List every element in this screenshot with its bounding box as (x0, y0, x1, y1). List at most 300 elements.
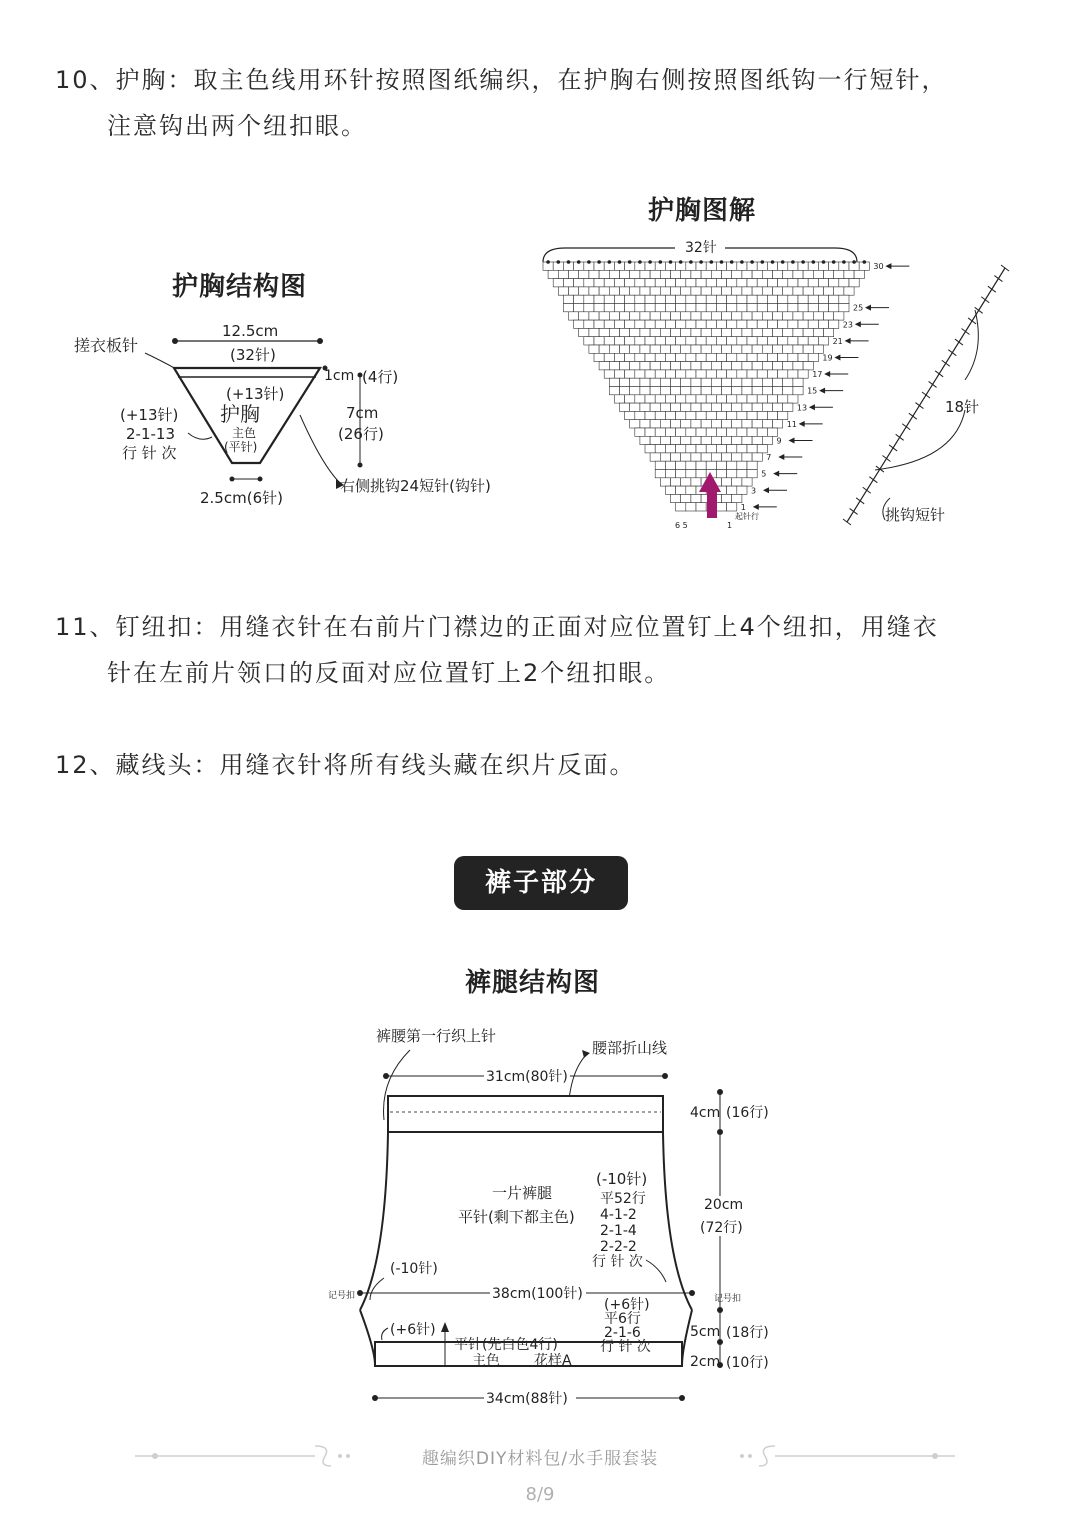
grid-cell (813, 312, 823, 320)
step-11-line-1: 11、钉纽扣：用缝衣针在右前片门襟边的正面对应位置钉上4个纽扣，用缝衣 (55, 613, 939, 641)
grid-cell (696, 503, 706, 511)
grid-cell (640, 378, 650, 386)
grid-cell (798, 304, 808, 312)
grid-cell (706, 395, 716, 403)
grid-cell (757, 295, 767, 303)
grid-cell (727, 304, 737, 312)
grid-cell (650, 312, 660, 320)
step-11-line-2: 针在左前片领口的反面对应位置钉上2个纽扣眼。 (107, 659, 671, 687)
bind-off-dot (679, 260, 683, 264)
grid-cell (645, 353, 655, 361)
grid-cell (742, 478, 752, 486)
grid-cell (635, 411, 645, 419)
grid-cell (620, 328, 630, 336)
grid-cell (645, 445, 655, 453)
crochet-stitch-mark (988, 286, 996, 292)
bib-structure-title: 护胸结构图 (172, 272, 308, 302)
grid-cell (716, 461, 726, 469)
grid-cell (762, 270, 772, 278)
grid-cell (711, 387, 721, 395)
start-row-label: 起针行 (735, 512, 759, 521)
bib-side-inc: (+13针) (120, 406, 179, 424)
grid-cell (803, 362, 813, 370)
bind-off-dot (597, 260, 601, 264)
grid-cell (660, 403, 670, 411)
grid-cell (737, 411, 747, 419)
grid-cell (701, 362, 711, 370)
footer-text: 趣编织DIY材料包/水手服套装 (421, 1449, 659, 1469)
grid-cell (676, 470, 686, 478)
grid-cell (762, 420, 772, 428)
grid-cell (660, 378, 670, 386)
crochet-stitch-mark (942, 360, 950, 366)
marker-left: 记号扣 (328, 1291, 356, 1301)
grid-cell (614, 370, 624, 378)
grid-cell (716, 295, 726, 303)
cuff-h: 5cm (690, 1324, 721, 1340)
grid-cell (671, 478, 681, 486)
grid-cell (742, 362, 752, 370)
grid-cell (665, 470, 675, 478)
grid-cell (630, 328, 640, 336)
grid-cell (773, 420, 783, 428)
grid-cell (691, 345, 701, 353)
bind-off-dot (618, 260, 622, 264)
grid-cell (706, 320, 716, 328)
grid-cell (757, 428, 767, 436)
row-label: 1 (740, 502, 746, 512)
grid-cell (671, 453, 681, 461)
grid-cell (681, 362, 691, 370)
grid-cell (793, 378, 803, 386)
dec-r2: 4-1-2 (600, 1207, 637, 1223)
crochet-stitch-mark (994, 276, 1002, 282)
step-11 (55, 604, 939, 696)
bind-off-dot (842, 260, 846, 264)
grid-cell (767, 279, 777, 287)
grid-cell (604, 337, 614, 345)
grid-cell (722, 478, 732, 486)
grid-cell (609, 312, 619, 320)
grid-cell (773, 345, 783, 353)
grid-cell (676, 411, 686, 419)
row-arrow-head (809, 404, 815, 410)
grid-cell (691, 312, 701, 320)
step-10-line-1: 10、护胸：取主色线用环针按照图纸编织，在护胸右侧按照图纸钩一行短针， (55, 66, 948, 94)
grid-cell (747, 395, 757, 403)
grid-cell (716, 470, 726, 478)
waist-rows: (16行) (726, 1105, 769, 1121)
row-label: 21 (832, 336, 843, 346)
grid-cell (783, 387, 793, 395)
cast-on-label: 搓衣板针 (74, 336, 139, 355)
grid-cell (599, 362, 609, 370)
grid-cell (660, 453, 670, 461)
grid-cell (640, 312, 650, 320)
grid-cell (834, 312, 844, 320)
grid-cell (574, 304, 584, 312)
grid-cell (665, 295, 675, 303)
bib-chart-title: 护胸图解 (648, 196, 757, 226)
inc-r1: 平6行 (604, 1311, 641, 1327)
grid-cell (655, 353, 665, 361)
grid-cell (671, 287, 681, 295)
grid-cell (655, 445, 665, 453)
grid-cell (640, 345, 650, 353)
grid-cell (752, 403, 762, 411)
grid-cell (614, 295, 624, 303)
grid-cell (584, 279, 594, 287)
row-arrow-head (789, 437, 795, 443)
grid-cell (824, 312, 834, 320)
grid-cell (645, 411, 655, 419)
grid-cell (788, 337, 798, 345)
grid-cell (788, 279, 798, 287)
grid-cell (604, 320, 614, 328)
grid-cell (696, 445, 706, 453)
grid-cell (655, 295, 665, 303)
grid-cell (691, 453, 701, 461)
grid-cell (625, 279, 635, 287)
grid-cell (655, 279, 665, 287)
left-inc-label: (+6针) (390, 1322, 436, 1338)
grid-cell (681, 287, 691, 295)
grid-cell (696, 337, 706, 345)
grid-cell (625, 411, 635, 419)
grid-cell (650, 403, 660, 411)
grid-cell (844, 287, 854, 295)
grid-cell (737, 395, 747, 403)
grid-cell (696, 304, 706, 312)
grid-cell (742, 270, 752, 278)
grid-cell (742, 403, 752, 411)
grid-cell (829, 279, 839, 287)
row-arrow-head (824, 371, 830, 377)
grid-cell (793, 387, 803, 395)
grid-cell (854, 270, 864, 278)
grid-cell (808, 337, 818, 345)
grid-cell (727, 503, 737, 511)
grid-cell (737, 279, 747, 287)
grid-cell (803, 270, 813, 278)
grid-cell (569, 270, 579, 278)
crochet-stitch-mark (922, 392, 930, 398)
grid-cell (742, 420, 752, 428)
grid-cell (635, 428, 645, 436)
bib-side-rule: 2-1-13 (126, 425, 175, 443)
grid-cell (788, 295, 798, 303)
grid-cell (732, 478, 742, 486)
grid-cell (829, 295, 839, 303)
grid-cell (716, 337, 726, 345)
grid-cell (752, 362, 762, 370)
grid-cell (681, 403, 691, 411)
grid-cell (711, 436, 721, 444)
grid-cell (737, 470, 747, 478)
grid-cell (614, 337, 624, 345)
grid-cell (691, 403, 701, 411)
grid-cell (676, 445, 686, 453)
grid-cell (599, 312, 609, 320)
grid-cell (563, 304, 573, 312)
grid-cell (722, 436, 732, 444)
grid-cell (650, 287, 660, 295)
grid-cell (701, 420, 711, 428)
step-12-line-1: 12、藏线头：用缝衣针将所有线头藏在织片反面。 (55, 751, 636, 779)
bib-side-header: 行 针 次 (122, 444, 177, 462)
grid-cell (614, 395, 624, 403)
grid-cell (778, 395, 788, 403)
grid-cell (706, 370, 716, 378)
grid-cell (727, 295, 737, 303)
grid-cell (630, 387, 640, 395)
grid-cell (589, 287, 599, 295)
grid-cell (625, 370, 635, 378)
grid-cell (839, 304, 849, 312)
bind-off-dot (669, 260, 673, 264)
grid-cell (655, 337, 665, 345)
grid-cell (727, 279, 737, 287)
grid-cell (665, 445, 675, 453)
grid-cell (747, 411, 757, 419)
grid-cell (594, 337, 604, 345)
bind-off-dot (812, 260, 816, 264)
grid-cell (716, 353, 726, 361)
grid-cell (793, 287, 803, 295)
bind-off-dot (791, 260, 795, 264)
bind-off-dot (699, 260, 703, 264)
grid-cell (686, 428, 696, 436)
grid-cell (824, 328, 834, 336)
row-label: 25 (853, 303, 864, 313)
row-label: 7 (766, 453, 772, 463)
grid-cell (788, 370, 798, 378)
grid-cell (808, 279, 818, 287)
grid-cell (676, 486, 686, 494)
grid-cell (686, 337, 696, 345)
grid-cell (691, 328, 701, 336)
grid-cell (635, 353, 645, 361)
grid-cell (737, 337, 747, 345)
grid-cell (620, 270, 630, 278)
grid-cell (665, 337, 675, 345)
grid-cell (793, 345, 803, 353)
grid-cell (747, 353, 757, 361)
grid-cell (829, 320, 839, 328)
grid-cell (640, 387, 650, 395)
grid-cell (727, 320, 737, 328)
hem-pattern: 花样A (534, 1353, 572, 1369)
grid-cell (767, 304, 777, 312)
grid-cell (803, 312, 813, 320)
crochet-stitch-mark (896, 434, 904, 440)
waistband (388, 1096, 663, 1132)
grid-cell (716, 279, 726, 287)
grid-cell (752, 287, 762, 295)
grid-cell (747, 279, 757, 287)
grid-cell (793, 328, 803, 336)
grid-cell (665, 370, 675, 378)
grid-cell (609, 328, 619, 336)
grid-cell (676, 279, 686, 287)
grid-cell (701, 312, 711, 320)
grid-cell (742, 378, 752, 386)
grid-cell (747, 445, 757, 453)
grid-cell (773, 287, 783, 295)
row-arrow-head (773, 471, 779, 477)
grid-cell (676, 428, 686, 436)
grid-cell (630, 362, 640, 370)
grid-cell (630, 378, 640, 386)
bind-off-dot (659, 260, 663, 264)
bib-color: 主色 (232, 426, 257, 440)
grid-cell (737, 486, 747, 494)
grid-cell (691, 478, 701, 486)
grid-cell (701, 453, 711, 461)
grid-cell (798, 320, 808, 328)
row-label: 3 (751, 486, 757, 496)
grid-cell (737, 295, 747, 303)
grid-cell (767, 411, 777, 419)
grid-cell (752, 453, 762, 461)
grid-cell (757, 370, 767, 378)
grid-cell (696, 428, 706, 436)
grid-cell (732, 436, 742, 444)
grid-cell (767, 395, 777, 403)
grid-cell (635, 320, 645, 328)
grid-cell (660, 420, 670, 428)
grid-cell (813, 328, 823, 336)
grid-cell (686, 486, 696, 494)
grid-cell (732, 420, 742, 428)
bind-off-dot (781, 260, 785, 264)
row-label: 5 (761, 469, 767, 479)
grid-cell (625, 295, 635, 303)
grid-cell (767, 370, 777, 378)
grid-cell (671, 403, 681, 411)
grid-cell (640, 270, 650, 278)
grid-cell (722, 345, 732, 353)
grid-cell (686, 304, 696, 312)
row-arrow-head (778, 454, 784, 460)
crochet-stitch-mark (856, 498, 864, 504)
grid-cell (676, 337, 686, 345)
grid-cell (676, 461, 686, 469)
row-arrow-head (845, 338, 851, 344)
grid-cell (584, 320, 594, 328)
bind-off-dot (761, 260, 765, 264)
grid-cell (727, 370, 737, 378)
grid-cell (737, 445, 747, 453)
grid-cell (757, 304, 767, 312)
grid-cell (691, 420, 701, 428)
grid-cell (620, 403, 630, 411)
bib-height: 7cm (346, 404, 379, 422)
grid-cell (757, 337, 767, 345)
grid-cell (722, 453, 732, 461)
bind-off-dot (750, 260, 754, 264)
bind-off-dot (567, 260, 571, 264)
crochet-stitch-mark (850, 508, 858, 514)
grid-cell (727, 470, 737, 478)
grid-cell (834, 270, 844, 278)
bib-top-sts: (32针) (230, 346, 276, 364)
dec-r3: 2-1-4 (600, 1223, 637, 1239)
grid-cell (620, 378, 630, 386)
grid-cell (701, 436, 711, 444)
crochet-stitch-mark (869, 477, 877, 483)
grid-cell (727, 411, 737, 419)
grid-cell (655, 411, 665, 419)
bind-off-dot (628, 260, 632, 264)
grid-cell (686, 353, 696, 361)
chart-grid (543, 260, 869, 511)
grid-cell (711, 328, 721, 336)
grid-cell (609, 387, 619, 395)
grid-cell (620, 387, 630, 395)
grid-cell (803, 345, 813, 353)
grid-cell (757, 411, 767, 419)
crochet-stitch-mark (909, 413, 917, 419)
grid-cell (665, 353, 675, 361)
grid-cell (742, 453, 752, 461)
bib-bottom: 2.5cm(6针) (200, 489, 283, 507)
grid-cell (711, 287, 721, 295)
grid-cell (671, 345, 681, 353)
grid-cell (594, 279, 604, 287)
crochet-stitch-mark (929, 381, 937, 387)
grid-cell (665, 461, 675, 469)
grid-cell (671, 328, 681, 336)
grid-cell (798, 370, 808, 378)
grid-cell (778, 411, 788, 419)
hem-main: 主色 (472, 1353, 500, 1369)
grid-cell (630, 312, 640, 320)
hem-rows: (10行) (726, 1355, 769, 1371)
grid-cell (757, 320, 767, 328)
grid-cell (563, 295, 573, 303)
row-arrow-head (763, 487, 769, 493)
row-label: 17 (812, 370, 823, 380)
grid-cell (645, 337, 655, 345)
grid-cell (609, 378, 619, 386)
grid-cell (620, 345, 630, 353)
grid-cell (711, 378, 721, 386)
crochet-stitch-mark (883, 456, 891, 462)
row-label: 9 (776, 436, 782, 446)
crochet-stitch-mark (935, 371, 943, 377)
grid-cell (808, 295, 818, 303)
grid-cell (696, 411, 706, 419)
grid-cell (665, 279, 675, 287)
grid-cell (686, 411, 696, 419)
grid-cell (691, 387, 701, 395)
grid-cell (696, 461, 706, 469)
grid-cell (706, 304, 716, 312)
grid-cell (614, 304, 624, 312)
grid-cell (671, 436, 681, 444)
piece-label: 一片裤腿 (492, 1184, 553, 1202)
grid-cell (783, 312, 793, 320)
grid-cell (696, 470, 706, 478)
grid-cell (676, 353, 686, 361)
grid-cell (732, 312, 742, 320)
grid-cell (589, 328, 599, 336)
grid-cell (839, 295, 849, 303)
grid-cell (614, 320, 624, 328)
page-number: 8/9 (525, 1484, 555, 1505)
grid-cell (808, 304, 818, 312)
